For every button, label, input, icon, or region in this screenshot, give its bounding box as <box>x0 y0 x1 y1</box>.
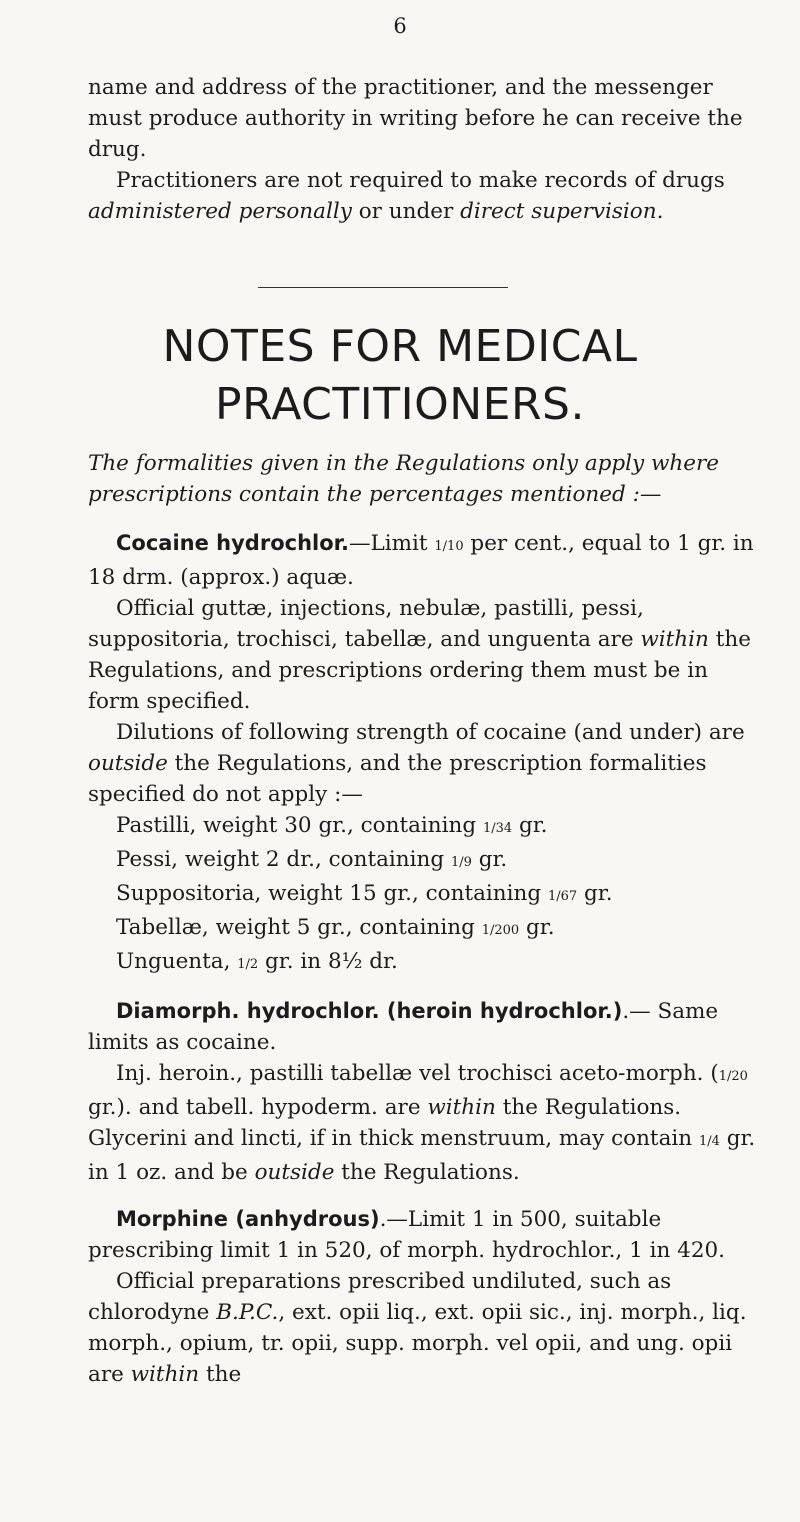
list-item: Pessi, weight 2 dr., containing 1/9 gr. <box>116 847 508 872</box>
cocaine-paragraph-3: Dilutions of following strength of cocaine (and under) are outside the Regulations, and the prescription formalities specified do not apply :— <box>88 720 745 807</box>
list-item: Unguenta, 1/2 gr. in 8½ dr. <box>116 949 398 974</box>
heading-line-1: NOTES FOR MEDICAL <box>162 321 638 372</box>
morphine-paragraph-2: Official preparations prescribed undiluted, such as chlorodyne B.P.C., ext. opii liq., ext. opii sic., inj. morph., liq. morph., opium, tr. opii, supp. morph. vel opii, and ung. opii are within the <box>88 1269 747 1387</box>
diamorph-title: Diamorph. hydrochlor. (heroin hydrochlor.) <box>116 999 623 1023</box>
intro-paragraph-1: name and address of the practitioner, and the messenger must produce authority in writing before he can receive the drug. <box>88 75 743 162</box>
list-item: Pastilli, weight 30 gr., containing 1/34 gr. <box>116 813 548 838</box>
cocaine-title: Cocaine hydrochlor. <box>116 531 349 555</box>
section-divider <box>258 287 508 288</box>
morphine-title: Morphine (anhydrous) <box>116 1207 380 1231</box>
diamorph-paragraph-2: Inj. heroin., pastilli tabellæ vel trochisci aceto-morph. (1/20 gr.). and tabell. hypoderm. are within the Regulations. Glycerini and lincti, if in thick menstruum, may contain 1/4 gr. in 1 oz. and be outside the Regulations. <box>88 1061 756 1185</box>
cocaine-paragraph-2: Official guttæ, injections, nebulæ, pastilli, pessi, suppositoria, trochisci, tabellæ, and unguenta are within the Regulations, and prescriptions ordering them must be in form specified. <box>88 596 751 714</box>
page-number: 6 <box>393 14 407 38</box>
morphine-paragraph-1: Morphine (anhydrous).—Limit 1 in 500, suitable prescribing limit 1 in 520, of morph. hydrochlor., 1 in 420. <box>88 1207 726 1263</box>
heading-line-2: PRACTITIONERS. <box>215 379 585 430</box>
list-item: Suppositoria, weight 15 gr., containing 1/67 gr. <box>116 881 613 906</box>
notes-body <box>88 448 756 1390</box>
lead-paragraph: The formalities given in the Regulations only apply where prescriptions contain the percentages mentioned :— <box>88 451 719 507</box>
diamorph-paragraph-1: Diamorph. hydrochlor. (heroin hydrochlor.).— Same limits as cocaine. <box>88 999 719 1055</box>
section-heading <box>0 318 800 434</box>
list-item: Tabellæ, weight 5 gr., containing 1/200 gr. <box>116 915 555 940</box>
intro-paragraph-2: Practitioners are not required to make records of drugs administered personally or under direct supervision. <box>88 168 725 224</box>
cocaine-paragraph-1: Cocaine hydrochlor.—Limit 1/10 per cent., equal to 1 gr. in 18 drm. (approx.) aquæ. <box>88 531 754 590</box>
intro-section <box>88 72 756 227</box>
